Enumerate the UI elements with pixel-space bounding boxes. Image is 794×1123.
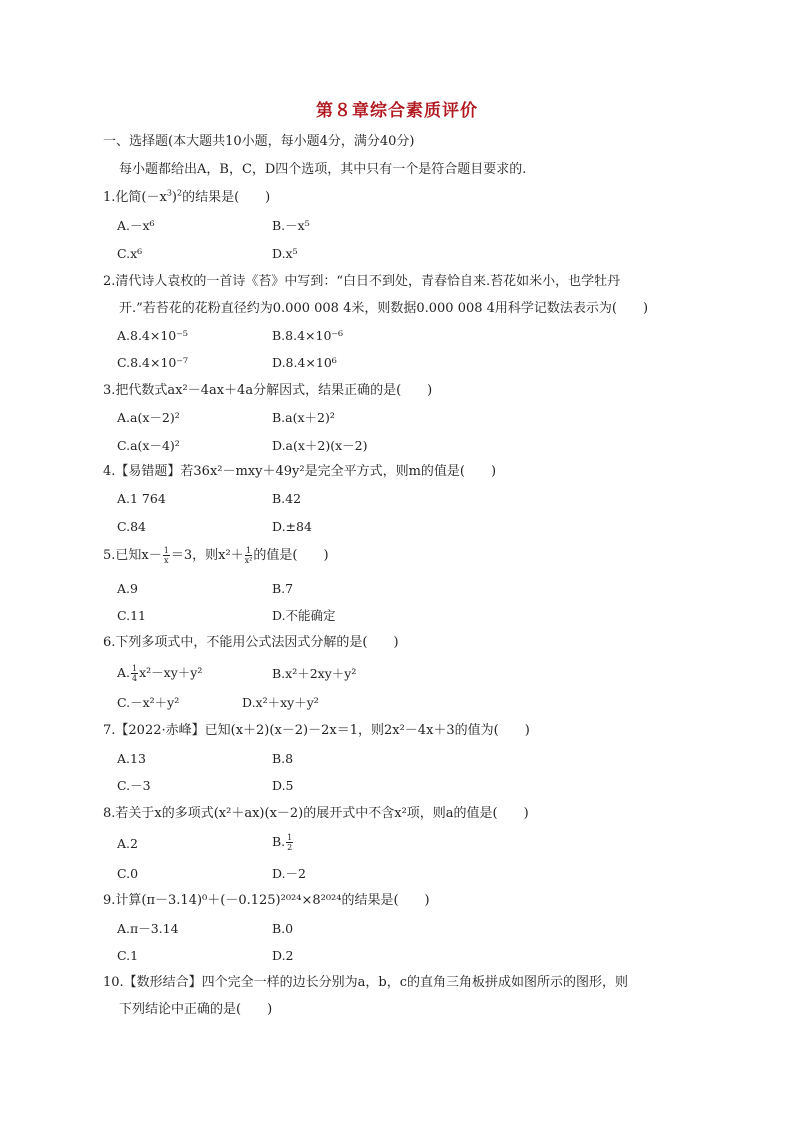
question-5-option-b[interactable]: B.7 — [272, 581, 294, 596]
question-3-option-b[interactable]: B.a(x＋2)² — [272, 410, 335, 425]
question-10-stem-line-1: 10.【数形结合】四个完全一样的边长分别为a，b，c的直角三角板拼成如图所示的图形，则 — [103, 975, 629, 990]
question-1-option-b[interactable]: B.－x⁵ — [272, 218, 310, 233]
question-9-option-b[interactable]: B.0 — [272, 921, 294, 936]
question-5-option-c[interactable]: C.11 — [117, 608, 146, 623]
question-8-option-b[interactable]: B. $\frac{1}{2}$ — [272, 833, 293, 852]
question-2-option-b[interactable]: B.8.4×10⁻⁶ — [272, 328, 344, 343]
question-6-option-d[interactable]: D.x²＋xy＋y² — [242, 695, 319, 710]
section-heading: 一、选择题(本大题共10小题，每小题4分，满分40分) — [103, 134, 415, 149]
question-3-option-a[interactable]: A.a(x－2)² — [117, 410, 180, 425]
question-8-option-c[interactable]: C.0 — [117, 866, 139, 881]
page-title: 第８章综合素质评价 — [316, 101, 478, 121]
question-3-stem: 3.把代数式ax²－4ax＋4a分解因式，结果正确的是( ) — [103, 383, 433, 398]
question-7-option-c[interactable]: C.－3 — [117, 778, 151, 793]
question-6-option-b[interactable]: B.x²＋2xy＋y² — [272, 666, 357, 681]
question-3-option-d[interactable]: D.a(x＋2)(x－2) — [272, 438, 368, 453]
question-2-option-c[interactable]: C.8.4×10⁻⁷ — [117, 355, 188, 370]
question-4-option-d[interactable]: D.±84 — [272, 519, 312, 534]
question-2-option-d[interactable]: D.8.4×10⁶ — [272, 355, 337, 370]
question-7-option-b[interactable]: B.8 — [272, 751, 294, 766]
question-5-option-d[interactable]: D.不能确定 — [272, 608, 336, 623]
question-1-option-a[interactable]: A.－x⁶ — [117, 218, 155, 233]
question-3-option-c[interactable]: C.a(x－4)² — [117, 438, 180, 453]
question-8-stem: 8.若关于x的多项式(x²＋ax)(x－2)的展开式中不含x²项，则a的值是( ) — [103, 806, 529, 821]
question-4-option-b[interactable]: B.42 — [272, 491, 302, 506]
section-instruction: 每小题都给出A，B，C，D四个选项，其中只有一个是符合题目要求的. — [119, 162, 527, 177]
question-9-stem: 9.计算(π－3.14)⁰＋(－0.125)²⁰²⁴×8²⁰²⁴的结果是( ) — [103, 893, 430, 908]
question-6-option-a[interactable]: A. $\frac{1}{4}$ x²－xy＋y² — [117, 664, 203, 683]
question-8-option-d[interactable]: D.－2 — [272, 866, 307, 881]
question-8-option-a[interactable]: A.2 — [117, 836, 138, 851]
fraction: $\frac{1}{x}$ — [163, 546, 169, 565]
question-6-option-c[interactable]: C.－x²＋y² — [117, 695, 180, 710]
question-10-stem-line-2: 下列结论中正确的是( ) — [119, 1002, 273, 1017]
question-1-stem: 1.化简$(-x^3)^2$的结果是( ) — [103, 188, 271, 205]
question-9-option-a[interactable]: A.π－3.14 — [117, 921, 179, 936]
question-1-option-c[interactable]: C.x⁶ — [117, 246, 143, 261]
question-7-option-a[interactable]: A.13 — [117, 751, 146, 766]
question-4-option-c[interactable]: C.84 — [117, 519, 146, 534]
question-4-option-a[interactable]: A.1 764 — [117, 491, 166, 506]
question-5-stem: 5.已知x－ $\frac{1}{x}$ ＝3，则x²＋ $\frac{1}{\text{x²}}$ 的值是( ) — [103, 546, 329, 565]
question-9-option-c[interactable]: C.1 — [117, 948, 139, 963]
question-5-option-a[interactable]: A.9 — [117, 581, 138, 596]
fraction: $\frac{1}{4}$ — [132, 664, 138, 683]
question-2-stem-line-1: 2.清代诗人袁枚的一首诗《苔》中写到：“白日不到处，青春恰自来.苔花如米小，也学牡丹 — [103, 274, 621, 289]
question-7-stem: 7.【2022·赤峰】已知(x＋2)(x－2)－2x＝1，则2x²－4x＋3的值为( ) — [103, 723, 530, 738]
question-6-stem: 6.下列多项式中，不能用公式法因式分解的是( ) — [103, 635, 399, 650]
question-2-stem-line-2: 开.”若苔花的花粉直径约为0.000 008 4米，则数据0.000 008 4用科学记数法表示为( ) — [119, 301, 649, 316]
question-9-option-d[interactable]: D.2 — [272, 948, 294, 963]
question-2-option-a[interactable]: A.8.4×10⁻⁵ — [117, 328, 188, 343]
fraction: $\frac{1}{2}$ — [287, 833, 293, 852]
question-1-option-d[interactable]: D.x⁵ — [272, 246, 298, 261]
question-7-option-d[interactable]: D.5 — [272, 778, 294, 793]
question-4-stem: 4.【易错题】若36x²－mxy＋49y²是完全平方式，则m的值是( ) — [103, 464, 497, 479]
fraction: $\frac{1}{\text{x²}}$ — [244, 546, 253, 565]
